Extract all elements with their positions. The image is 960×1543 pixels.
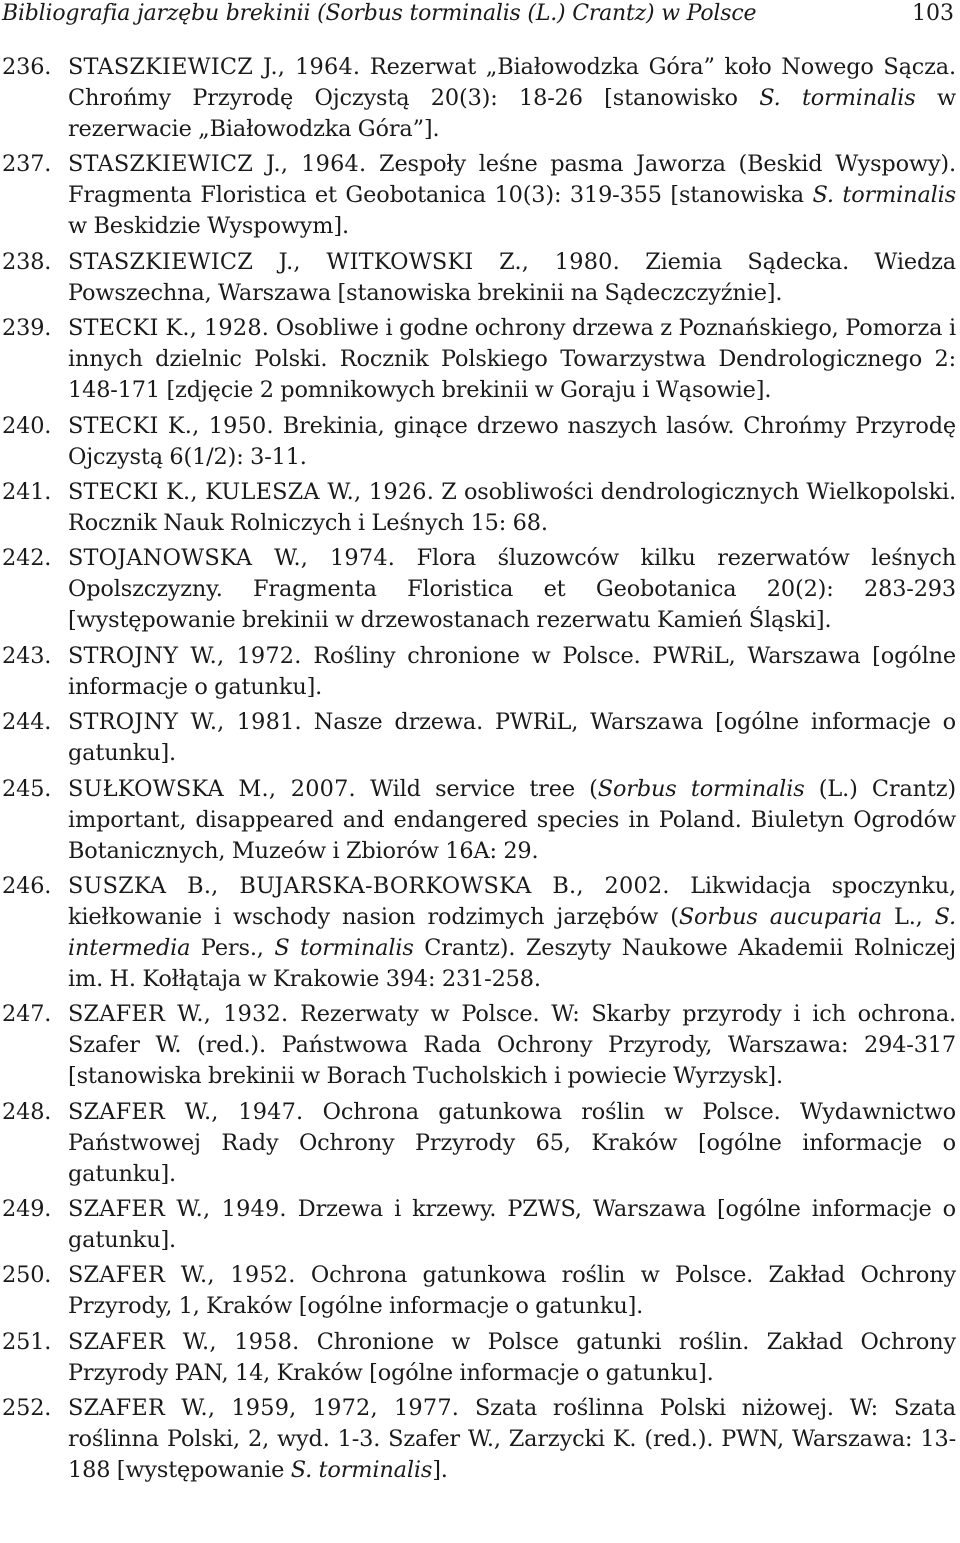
entry-text: Szata roślinna Polski niżowej. W: Szata roślinna Polski, 2, wyd. 1-3. Szafer W., Zarzycki K. (red.). PWN, Warszawa: 13-188 [występowanie	[68, 1395, 956, 1484]
running-header	[2, 0, 954, 30]
entry-author: STECKI K., 1950.	[68, 412, 274, 439]
bibliography-entry	[0, 1393, 956, 1486]
bibliography-entry	[0, 641, 956, 703]
entry-author: STROJNY W., 1972.	[68, 642, 302, 669]
entry-author: SZAFER W., 1947.	[68, 1098, 304, 1125]
bibliography-list	[0, 52, 956, 1491]
entry-text: Wild service tree (	[355, 775, 598, 802]
entry-author: STECKI K., 1928.	[68, 315, 270, 342]
entry-text: Drzewa i krzewy. PZWS, Warszawa [ogólne informacje o gatunku].	[68, 1196, 956, 1254]
entry-number: 242.	[2, 545, 52, 572]
entry-number: 246.	[2, 872, 52, 899]
entry-italic-text: Sorbus torminalis	[597, 775, 805, 802]
entry-text: Likwidacja spoczynku, kiełkowanie i wschody nasion rodzimych jarzębów (	[68, 872, 956, 930]
running-title: Bibliografia jarzębu brekinii (Sorbus torminalis (L.) Crantz) w Polsce	[2, 1, 757, 26]
entry-text: Ochrona gatunkowa roślin w Polsce. Zakład Ochrony Przyrody, 1, Kraków [ogólne informacje o gatunku].	[68, 1262, 956, 1320]
entry-number: 249.	[2, 1196, 52, 1223]
entry-author: STOJANOWSKA W., 1974.	[68, 545, 396, 572]
entry-author: SZAFER W., 1952.	[68, 1262, 296, 1289]
page-number: 103	[912, 1, 954, 26]
entry-text: Brekinia, ginące drzewo naszych lasów. Chrońmy Przyrodę Ojczystą 6(1/2): 3-11.	[68, 412, 956, 470]
entry-author: STROJNY W., 1981.	[68, 709, 302, 736]
entry-italic-text: S. torminalis	[290, 1457, 433, 1484]
bibliography-entry	[0, 1327, 956, 1389]
entry-text: Rezerwaty w Polsce. W: Skarby przyrody i ich ochrona. Szafer W. (red.). Państwowa Rada Ochrony Przyrody, Warszawa: 294-317 [stanowiska brekinii w Borach Tucholskich i powiecie Wyrzysk].	[68, 1001, 956, 1090]
entry-number: 247.	[2, 1001, 52, 1028]
entry-text: w Beskidzie Wyspowym].	[68, 213, 349, 240]
bibliography-entry	[0, 313, 956, 406]
bibliography-entry	[0, 477, 956, 539]
bibliography-entry	[0, 1260, 956, 1322]
entry-text: Ziemia Sądecka. Wiedza Powszechna, Warszawa [stanowiska brekinii na Sądeczczyźnie].	[68, 248, 956, 306]
entry-text: Z osobliwości dendrologicznych Wielkopolski. Rocznik Nauk Rolniczych i Leśnych 15: 68.	[68, 478, 956, 536]
bibliography-entry	[0, 999, 956, 1092]
entry-number: 252.	[2, 1395, 52, 1422]
entry-text: L.,	[881, 903, 935, 930]
entry-text: Osobliwe i godne ochrony drzewa z Poznańskiego, Pomorza i innych dzielnic Polski. Rocznik Polskiego Towarzystwa Dendrologicznego 2: 148-171 [zdjęcie 2 pomnikowych brekinii w Goraju i Wąsowie].	[68, 315, 956, 404]
entry-text: Zespoły leśne pasma Jaworza (Beskid Wyspowy). Fragmenta Floristica et Geobotanica 10(3): 319-355 [stanowiska	[68, 151, 956, 209]
entry-text: Rośliny chronione w Polsce. PWRiL, Warszawa [ogólne informacje o gatunku].	[68, 642, 956, 700]
entry-author: SUŁKOWSKA M., 2007.	[68, 775, 356, 802]
entry-italic-text: S. torminalis	[812, 182, 956, 209]
entry-author: STASZKIEWICZ J., 1964.	[68, 54, 361, 80]
entry-text: Pers.,	[190, 934, 275, 961]
entry-author: SZAFER W., 1932.	[68, 1001, 289, 1028]
entry-number: 244.	[2, 709, 52, 736]
bibliography-entry	[0, 871, 956, 995]
entry-author: SZAFER W., 1949.	[68, 1196, 287, 1223]
bibliography-entry	[0, 543, 956, 636]
entry-number: 238.	[2, 248, 52, 275]
entry-text: Crantz). Zeszyty Naukowe Akademii Rolniczej im. H. Kołłątaja w Krakowie 394: 231-258.	[68, 934, 956, 992]
entry-number: 239.	[2, 315, 52, 342]
entry-italic-text: S. intermedia	[68, 903, 956, 961]
bibliography-entry	[0, 411, 956, 473]
bibliography-entry	[0, 707, 956, 769]
entry-number: 250.	[2, 1262, 52, 1289]
entry-number: 237.	[2, 151, 52, 178]
bibliography-entry	[0, 52, 956, 145]
entry-text: ].	[432, 1457, 448, 1484]
entry-text: (L.) Crantz) important, disappeared and endangered species in Poland. Biuletyn Ogrodów Botanicznych, Muzeów i Zbiorów 16A: 29.	[68, 775, 956, 864]
bibliography-entry	[0, 774, 956, 867]
entry-text: Ochrona gatunkowa roślin w Polsce. Wydawnictwo Państwowej Rady Ochrony Przyrody 65, Kraków [ogólne informacje o gatunku].	[68, 1098, 956, 1187]
entry-author: STASZKIEWICZ J., WITKOWSKI Z., 1980.	[68, 248, 620, 275]
entry-number: 240.	[2, 412, 52, 439]
entry-number: 243.	[2, 642, 52, 669]
entry-text: w rezerwacie „Białowodzka Góra”].	[68, 85, 957, 142]
entry-number: 236.	[2, 54, 52, 80]
bibliography-entry	[0, 1194, 956, 1256]
entry-number: 241.	[2, 478, 52, 505]
entry-number: 248.	[2, 1098, 52, 1125]
entry-text: Nasze drzewa. PWRiL, Warszawa [ogólne informacje o gatunku].	[68, 709, 956, 767]
entry-author: SUSZKA B., BUJARSKA-BORKOWSKA B., 2002.	[68, 872, 670, 899]
entry-text: Chronione w Polsce gatunki roślin. Zakład Ochrony Przyrody PAN, 14, Kraków [ogólne informacje o gatunku].	[68, 1328, 956, 1386]
entry-italic-text: S torminalis	[274, 934, 414, 961]
bibliography-entry	[0, 149, 956, 242]
entry-author: SZAFER W., 1959, 1972, 1977.	[68, 1395, 460, 1422]
entry-text: Flora śluzowców kilku rezerwatów leśnych Opolszczyzny. Fragmenta Floristica et Geobotanica 20(2): 283-293 [występowanie brekinii w drzewostanach rezerwatu Kamień Śląski].	[68, 545, 957, 634]
bibliography-entry	[0, 247, 956, 309]
bibliography-entry	[0, 1097, 956, 1190]
entry-author: STASZKIEWICZ J., 1964.	[68, 151, 367, 178]
entry-italic-text: Sorbus aucuparia	[678, 903, 882, 930]
entry-number: 251.	[2, 1328, 52, 1355]
entry-text: Rezerwat „Białowodzka Góra” koło Nowego Sącza. Chrońmy Przyrodę Ojczystą 20(3): 18-26 [stanowisko	[68, 54, 956, 111]
entry-author: STECKI K., KULESZA W., 1926.	[68, 478, 435, 505]
entry-author: SZAFER W., 1958.	[68, 1328, 300, 1355]
entry-italic-text: S. torminalis	[759, 85, 916, 111]
entry-number: 245.	[2, 775, 52, 802]
